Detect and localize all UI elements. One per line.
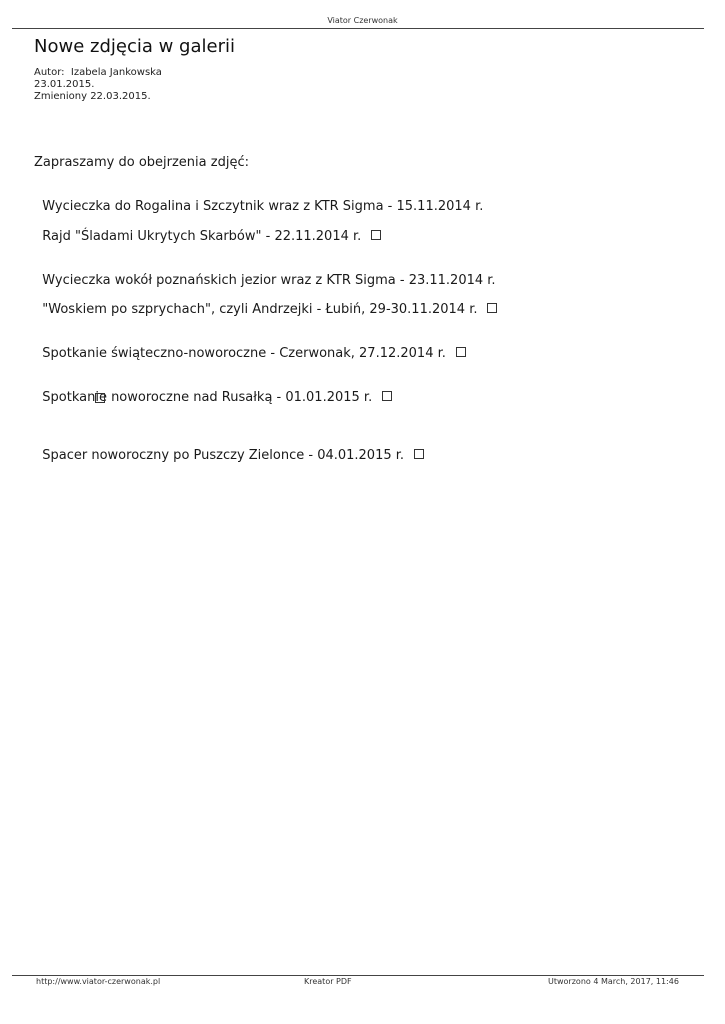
gallery-link-andrzejki[interactable] — [34, 287, 497, 317]
modified-line: Zmieniony 22.03.2015. — [34, 91, 151, 102]
footer-url[interactable]: http://www.viator-czerwonak.pl — [36, 977, 161, 986]
gallery-link-rogalin[interactable] — [34, 184, 483, 214]
header-divider — [12, 28, 704, 29]
gallery-link-label: Wycieczka do Rogalina i Szczytnik wraz z KTR Sigma - 15.11.2014 r. — [42, 199, 484, 214]
gallery-link-label: Spotkanie świąteczno-noworoczne - Czerwonak, 27.12.2014 r. — [42, 346, 446, 361]
gallery-link-label: Spotkanie noworoczne nad Rusałką - 01.01.2015 r. — [42, 390, 373, 405]
gallery-link-label: Rajd "Śladami Ukrytych Skarbów" - 22.11.2014 r. — [42, 229, 362, 244]
footer-created: Utworzono 4 March, 2017, 11:46 — [548, 977, 679, 986]
missing-image-icon — [487, 303, 497, 313]
date-line: 23.01.2015. — [34, 79, 95, 90]
gallery-link-jeziora[interactable] — [34, 258, 496, 288]
gallery-link-label: Spacer noworoczny po Puszczy Zielonce - 04.01.2015 r. — [42, 448, 405, 463]
gallery-link-rusalka[interactable] — [34, 375, 392, 405]
gallery-link-puszcza[interactable] — [34, 433, 424, 463]
missing-image-icon — [95, 393, 105, 403]
gallery-link-rajd[interactable] — [34, 214, 381, 244]
author-line: Autor: Izabela Jankowska — [34, 67, 162, 78]
intro-text: Zapraszamy do obejrzenia zdjęć: — [34, 155, 249, 170]
gallery-link-label: "Woskiem po szprychach", czyli Andrzejki - Łubiń, 29-30.11.2014 r. — [42, 302, 478, 317]
missing-image-icon — [456, 347, 466, 357]
page-title: Nowe zdjęcia w galerii — [34, 36, 235, 57]
gallery-link-label: Wycieczka wokół poznańskich jezior wraz z KTR Sigma - 23.11.2014 r. — [42, 273, 496, 288]
missing-image-icon — [414, 449, 424, 459]
footer-generator: Kreator PDF — [304, 977, 352, 986]
gallery-link-swiateczne[interactable] — [34, 331, 466, 361]
article-meta — [34, 67, 162, 103]
header-site-name: Viator Czerwonak — [327, 16, 398, 25]
missing-image-icon — [371, 230, 381, 240]
footer-divider — [12, 975, 704, 976]
missing-image-icon — [382, 391, 392, 401]
